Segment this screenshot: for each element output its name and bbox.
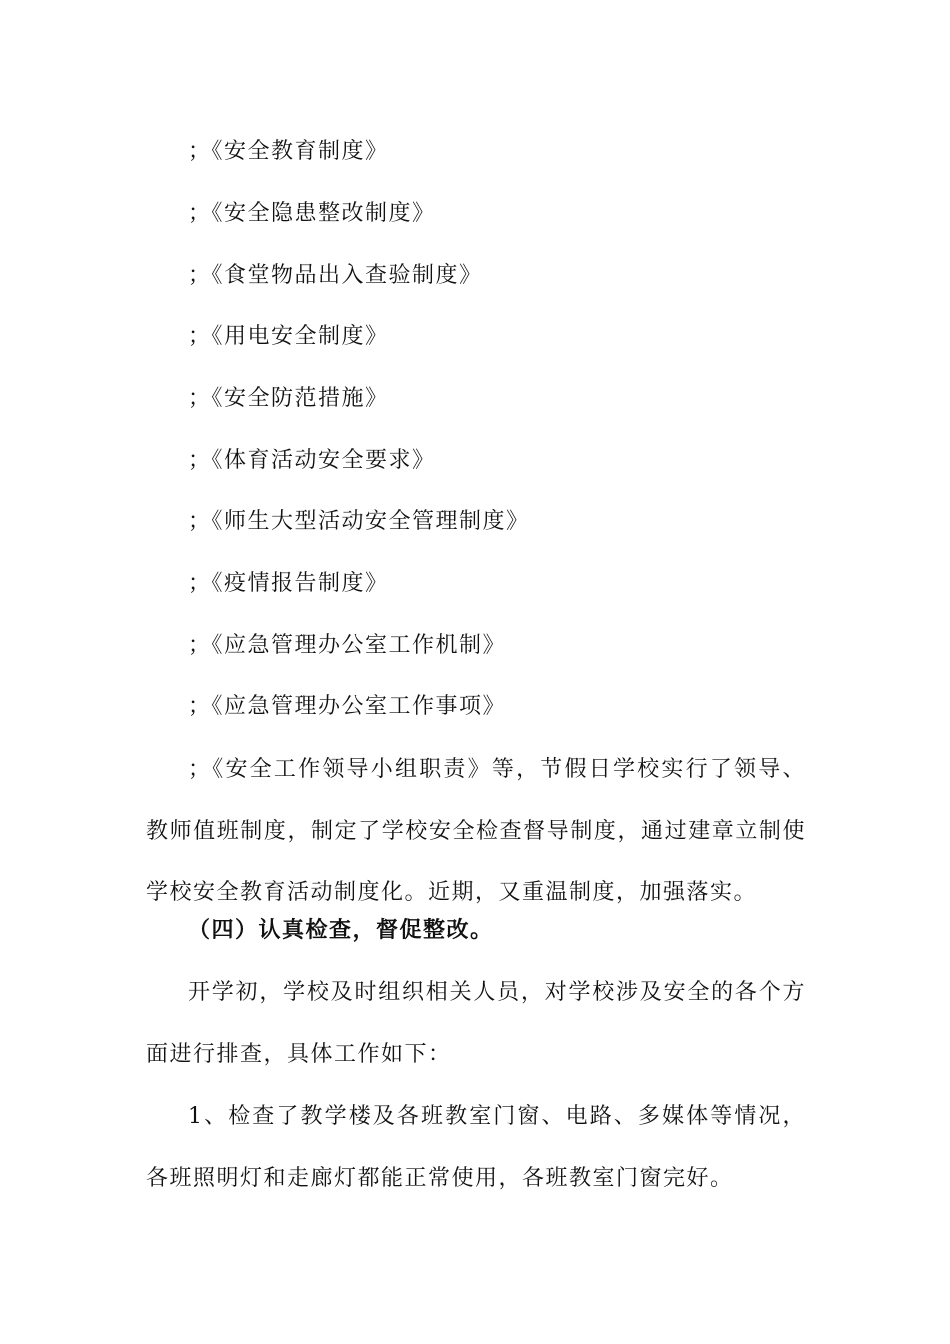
body-paragraph: ；《安全工作领导小组职责》等，节假日学校实行了领导、教师值班制度，制定了学校安全检查督导制度，通过建章立制使学校安全教育活动制度化。近期，又重温制度，加强落实。	[146, 757, 806, 905]
body-paragraph: 1、检查了教学楼及各班教室门窗、电路、多媒体等情况，各班照明灯和走廊灯都能正常使用，各班教室门窗完好。	[146, 1104, 806, 1191]
list-item: ；《用电安全制度》	[188, 324, 389, 349]
body-paragraph: 开学初，学校及时组织相关人员，对学校涉及安全的各个方面进行排查，具体工作如下：	[146, 980, 806, 1067]
list-item: ；《安全防范措施》	[188, 386, 389, 411]
list-item: ；《疫情报告制度》	[188, 571, 389, 596]
list-item: ；《安全隐患整改制度》	[188, 201, 436, 226]
list-item: ；《师生大型活动安全管理制度》	[188, 509, 530, 534]
list-item: ；《安全教育制度》	[188, 139, 389, 164]
section-heading: （四）认真检查，督促整改。	[188, 917, 494, 943]
list-item: ；《食堂物品出入查验制度》	[188, 263, 483, 288]
list-item: ；《应急管理办公室工作事项》	[188, 694, 507, 719]
list-item: ；《体育活动安全要求》	[188, 448, 436, 473]
list-item: ；《应急管理办公室工作机制》	[188, 633, 507, 658]
